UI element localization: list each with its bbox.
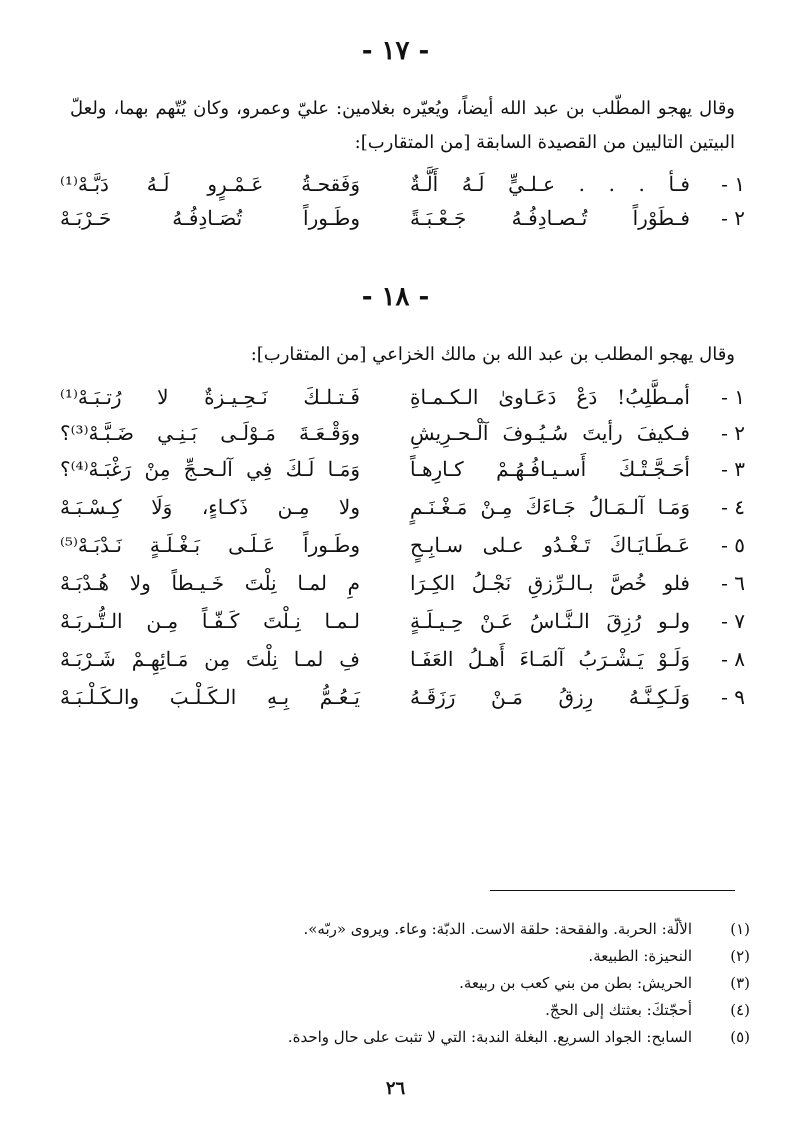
footnote [70, 1028, 750, 1054]
verse-line [45, 172, 745, 206]
verse-number: ٣ - [721, 457, 745, 481]
section-18-intro: وقال يهجو المطلب بن عبد الله بن مالك الخزاعي [من المتقارب]: [250, 344, 735, 365]
verse-line [45, 206, 745, 240]
verse-line [45, 495, 745, 529]
verse-number: ٢ - [721, 421, 745, 445]
footnote [70, 947, 750, 973]
verse-second-hemistich: يَـعُـمُّ بِـهِ الـكَـلْـبَ والـكَـلْـبَـهْ [60, 685, 360, 709]
verse-second-hemistich: فَـتـلـكَ نَـحِـيـزةٌ لا رُتـبَـهْ⁽¹⁾ [60, 385, 360, 409]
footnote-number: (٣) [730, 974, 750, 992]
verse-line [45, 385, 745, 419]
footnote-text: الألّة: الحربة. والفقحة: حلقة الاست. الدبّة: وعاء. ويروى «ربّه». [303, 920, 692, 938]
verse-line [45, 421, 745, 455]
verse-number: ٩ - [721, 685, 745, 709]
verse-line [45, 571, 745, 605]
verse-line [45, 533, 745, 567]
verse-line [45, 647, 745, 681]
page-number: ٢٦ [385, 1078, 406, 1099]
verse-second-hemistich: ووَقْـعَـةَ مَـوْلَـى بَـنِـي ضَـبَّـهْ⁽³⁾؟ [60, 421, 360, 445]
verse-first-hemistich: وَلَـوْ يَـشْـرَبُ آلمَـاءَ أَهـلُ العَفَـا [410, 647, 690, 671]
verse-first-hemistich: ولـو رُزِقَ الـنَّـاسُ عَـنْ حِـيـلَـةٍ [410, 609, 690, 633]
verse-number: ١ - [721, 172, 745, 196]
footnote-number: (٥) [730, 1028, 750, 1046]
verse-number: ٥ - [721, 533, 745, 557]
footnote-number: (٤) [730, 1001, 750, 1019]
verse-second-hemistich: مِ لمـا نِلْتَ خَـيـطاً ولا هُـدْبَـهْ [60, 571, 360, 595]
verse-line [45, 457, 745, 491]
verse-number: ٨ - [721, 647, 745, 671]
verse-second-hemistich: وطَـوراً تُصَـادِفُـهُ حَـرْبَـهْ [60, 206, 360, 230]
verse-second-hemistich: ولا مِـن ذَكـاءٍ، وَلَا كِـسْـبَـهْ [60, 495, 360, 519]
verse-second-hemistich: وَفَقحـةُ عَـمْـرٍو لَـهُ دَبَّـهْ⁽¹⁾ [60, 172, 360, 196]
verse-first-hemistich: فلو خُصَّ بـالـرِّزقِ نَجْـلُ الكِـرَا [410, 571, 690, 595]
verse-first-hemistich: فـكيفَ رأيتَ سُـيُـوفَ آلْـحـرِيشِ [410, 421, 690, 445]
verse-first-hemistich: فـأ . . . عـلـيٍّ لَـهُ أَلَّـةٌ [410, 172, 690, 196]
verse-second-hemistich: لـمـا نِـلْتَ كَـفّـاً مِـن الـتُّـربَـهْ [60, 609, 360, 633]
footnote-text: الحريش: بطن من بني كعب بن ربيعة. [459, 974, 692, 992]
verse-first-hemistich: فـطَوْراً تُـصـادِفُـهُ جَـعْـبَـةً [410, 206, 690, 230]
section-17-heading: - ١٧ - [361, 36, 430, 66]
verse-number: ١ - [721, 385, 745, 409]
footnote-number: (٢) [730, 947, 750, 965]
verse-number: ٢ - [721, 206, 745, 230]
verse-line [45, 685, 745, 719]
section-18-heading: - ١٨ - [361, 282, 430, 312]
footnote-text: النحيزة: الطبيعة. [588, 947, 692, 965]
verse-second-hemistich: وطَـوراً عَـلَـى بَـغْـلَـةٍ نَـدْبَـهْ⁽⁵⁾ [60, 533, 360, 557]
footnote [70, 1001, 750, 1027]
verse-first-hemistich: أحَـجَّـتْـكَ أَسـيـافُـهُـمْ كـارِهـاً [410, 457, 690, 481]
footnote-number: (١) [730, 920, 750, 938]
verse-line [45, 609, 745, 643]
verse-first-hemistich: عَـطَـايَـاكَ تَـغْـدُو عـلى سـابِـحٍ [410, 533, 690, 557]
verse-number: ٤ - [721, 495, 745, 519]
section-17-intro: وقال يهجو المطّلب بن عبد الله أيضاً، ويُعيّره بغلامين: عليّ وعمرو، وكان يُتّهم بهما، ولعلّ البيتين التاليين من القصيدة السابقة [من المتقارب]: [70, 98, 735, 153]
verse-first-hemistich: وَلَـكِـنَّـهُ رِزقُ مَـنْ رَزَقَـهُ [410, 685, 690, 709]
footnote-divider [490, 890, 735, 891]
verse-first-hemistich: وَمَـا آلـمَـالُ جَـاءَكَ مِـنْ مَـغْـنَـمٍ [410, 495, 690, 519]
footnote [70, 920, 750, 946]
verse-second-hemistich: فِ لمـا نِلْتَ مِن مَـائِهِـمْ شَـرْبَـهْ [60, 647, 360, 671]
verse-second-hemistich: وَمَـا لَـكَ فِي آلـحـجِّ مِنْ رَغْبَـهْ⁽⁴⁾؟ [60, 457, 360, 481]
verse-number: ٦ - [721, 571, 745, 595]
verse-number: ٧ - [721, 609, 745, 633]
footnote-text: أحجّتكَ: بعثتك إلى الحجّ. [545, 1001, 692, 1019]
verse-first-hemistich: أمـطَّلِبُ! دَعْ دَعَـاوىٰ الـكـمـاةِ [410, 385, 690, 409]
footnote [70, 974, 750, 1000]
footnote-text: السابح: الجواد السريع. البغلة الندبة: التي لا تثبت على حال واحدة. [287, 1028, 692, 1046]
